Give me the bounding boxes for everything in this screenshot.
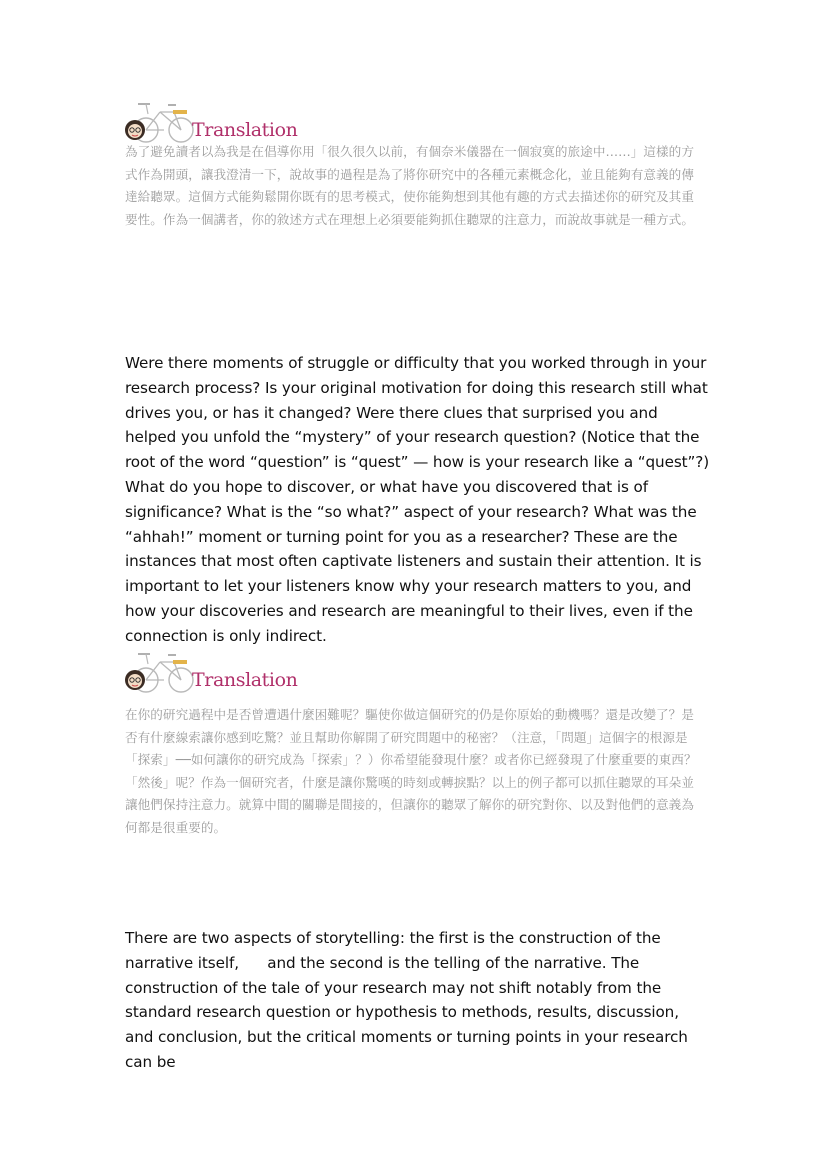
translation-label: Translation — [192, 119, 298, 141]
translation-label: Translation — [192, 669, 298, 691]
translation-badge — [124, 100, 296, 144]
section3-english: There are two aspects of storytelling: the first is the construction of the narrative itself, and the second is the telling of the narrative. The construction of the tale of your research may not shift notably from the standard research question or hypothesis to methods, results, discussion, and conclusion, but the critical moments or turning points in your research can be — [125, 929, 693, 1071]
translation-badge — [124, 650, 296, 694]
section2-english: Were there moments of struggle or difficulty that you worked through in your research process? Is your original motivation for doing this research still what drives you, or has it changed? Were there clues that surprised you and helped you unfold the “mystery” of your research question? (Notice that the root of the word “question” is “quest” — how is your research like a “quest”?) What do you hope to discover, or what have you discovered that is of significance? What is the “so what?” aspect of your research? What was the “ahhah!” moment or turning point for you as a researcher? These are the instances that most often captivate listeners and sustain their attention. It is important to let your listeners know why your research matters to you, and how your discoveries and research are meaningful to their lives, even if the connection is only indirect. — [125, 354, 710, 645]
section2-translation: 在你的研究過程中是否曾遭遇什麼困難呢？驅使你做這個研究的仍是你原始的動機嗎？還是改變了？是否有什麼線索讓你感到吃驚？並且幫助你解開了研究問題中的秘密？（注意，「問題」這個字的根源是「探索」──如何讓你的研究成為「探索」？）你希望能發現什麼？或者你已經發現了什麼重要的東西？「然後」呢？作為一個研究者，什麼是讓你驚嘆的時刻或轉捩點？以上的例子都可以抓住聽眾的耳朵並讓他們保持注意力。就算中間的關聯是間接的，但讓你的聽眾了解你的研究對你、以及對他們的意義為何都是很重要的。 — [125, 707, 697, 835]
section1-translation: 為了避免讀者以為我是在倡導你用「很久很久以前，有個奈米儀器在一個寂寞的旅途中……」這樣的方式作為開頭，讓我澄清一下，說故事的過程是為了將你研究中的各種元素概念化，並且能夠有意義的傳達給聽眾。這個方式能夠鬆開你既有的思考模式，使你能夠想到其他有趣的方式去描述你的研究及其重要性。作為一個講者，你的敘述方式在理想上必須要能夠抓住聽眾的注意力，而說故事就是一種方式。 — [125, 144, 694, 227]
